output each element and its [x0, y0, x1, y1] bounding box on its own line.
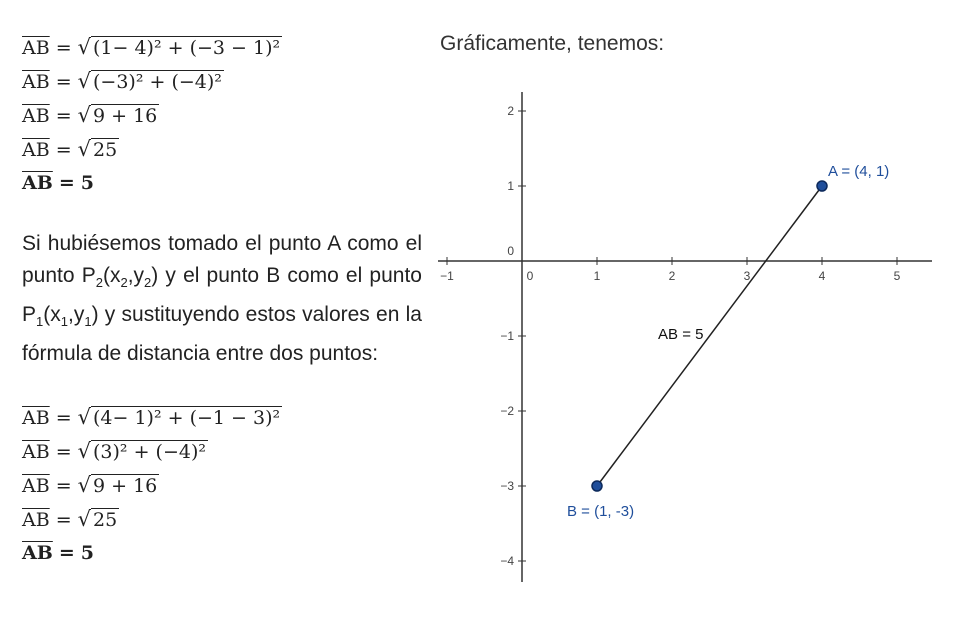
para-text: (x: [102, 264, 121, 287]
segment-label: AB = 5: [658, 326, 704, 343]
equation-lhs: $\overline{AB}$: [22, 441, 50, 464]
para-text: ,y: [127, 264, 145, 287]
equals-sign: =: [55, 105, 72, 127]
y-tick-label: −4: [500, 554, 514, 568]
equals-sign: =: [55, 37, 72, 59]
equation-lhs: $\overline{AB}$: [22, 71, 50, 93]
y-tick-label: −2: [500, 404, 514, 418]
equals-sign: =: [55, 475, 72, 498]
equation-lhs: $\overline{AB}$: [22, 475, 50, 498]
para-text: ) y sustituyendo estos valores en la fórmula de distancia entre dos puntos:: [22, 303, 422, 366]
equals-sign: =: [55, 407, 72, 430]
equation-rhs: (3)² + (−4)²: [93, 441, 206, 464]
equation-rhs: (1− 4)² + (−3 − 1)²: [93, 37, 281, 59]
x-tick-label: 3: [743, 269, 751, 283]
equation-line: [22, 30, 422, 64]
x-tick-label: 4: [818, 269, 826, 283]
equation-line: [22, 536, 422, 570]
y-tick-label: 2: [507, 104, 514, 118]
square-root-icon: √: [77, 103, 91, 127]
square-root-icon: √: [77, 439, 91, 464]
equation-lhs: $\overline{AB}$: [22, 172, 53, 194]
square-root-icon: √: [77, 405, 91, 430]
equals-sign: =: [55, 139, 72, 161]
equation-line: [22, 468, 422, 502]
equation-lhs: $\overline{AB}$: [22, 37, 50, 59]
equation-lhs: $\overline{AB}$: [22, 542, 53, 565]
equation-rhs: 5: [80, 172, 94, 194]
equals-sign: =: [55, 441, 72, 464]
graph-heading: Gráficamente, tenemos:: [440, 32, 665, 55]
y-tick-label: −3: [500, 479, 514, 493]
equation-block-1: [22, 30, 422, 200]
left-column: [22, 30, 422, 570]
point-marker: [817, 181, 827, 191]
equals-sign: =: [58, 172, 75, 194]
equation-rhs: 5: [80, 542, 94, 565]
equation-line: [22, 434, 422, 468]
para-text: (x: [43, 303, 61, 327]
explanation-paragraph: [22, 228, 422, 370]
square-root-icon: √: [77, 473, 91, 498]
equation-line: [22, 400, 422, 434]
square-root-icon: √: [77, 507, 91, 532]
y-tick-label: −1: [500, 329, 514, 343]
equation-lhs: $\overline{AB}$: [22, 407, 50, 430]
equals-sign: =: [58, 542, 75, 565]
x-tick-label: 2: [668, 269, 676, 283]
para-text: Si hubiésemos tomado el punto A como el punto P: [22, 232, 422, 287]
equation-line: [22, 98, 422, 132]
para-sub: 1: [60, 314, 68, 330]
y-tick-label: 1: [507, 179, 514, 193]
equation-rhs: 9 + 16: [93, 105, 158, 127]
point-label: A = (4, 1): [828, 163, 890, 180]
equals-sign: =: [55, 509, 72, 532]
equation-lhs: $\overline{AB}$: [22, 105, 50, 127]
para-text: ) y el punto B como el punto P: [22, 264, 422, 327]
x-tick-label: 5: [893, 269, 901, 283]
equation-rhs: 25: [93, 139, 118, 161]
equation-line: [22, 64, 422, 98]
point-label: B = (1, -3): [567, 503, 635, 520]
equation-rhs: 9 + 16: [93, 475, 158, 498]
equation-rhs: (4− 1)² + (−1 − 3)²: [93, 407, 281, 430]
square-root-icon: √: [77, 69, 91, 93]
equation-rhs: 25: [93, 509, 118, 532]
square-root-icon: √: [77, 35, 91, 59]
equation-line: [22, 502, 422, 536]
equation-block-2: [22, 400, 422, 570]
equation-line: [22, 132, 422, 166]
point-marker: [592, 481, 602, 491]
segment-ab: [597, 186, 822, 486]
para-sub: 2: [95, 275, 103, 291]
equation-line: [22, 166, 422, 200]
para-sub: 2: [120, 275, 128, 291]
y-tick-label: 0: [507, 244, 514, 258]
coordinate-graph: [430, 90, 940, 590]
equation-rhs: (−3)² + (−4)²: [93, 71, 222, 93]
square-root-icon: √: [77, 137, 91, 161]
x-tick-label: −1: [440, 269, 454, 283]
equation-lhs: $\overline{AB}$: [22, 509, 50, 532]
para-sub: 2: [144, 275, 152, 291]
equation-lhs: $\overline{AB}$: [22, 139, 50, 161]
equals-sign: =: [55, 71, 72, 93]
para-text: ,y: [67, 303, 85, 327]
para-sub: 1: [84, 314, 92, 330]
x-tick-label: 1: [593, 269, 601, 283]
para-sub: 1: [36, 314, 44, 330]
x-tick-label: 0: [526, 269, 534, 283]
